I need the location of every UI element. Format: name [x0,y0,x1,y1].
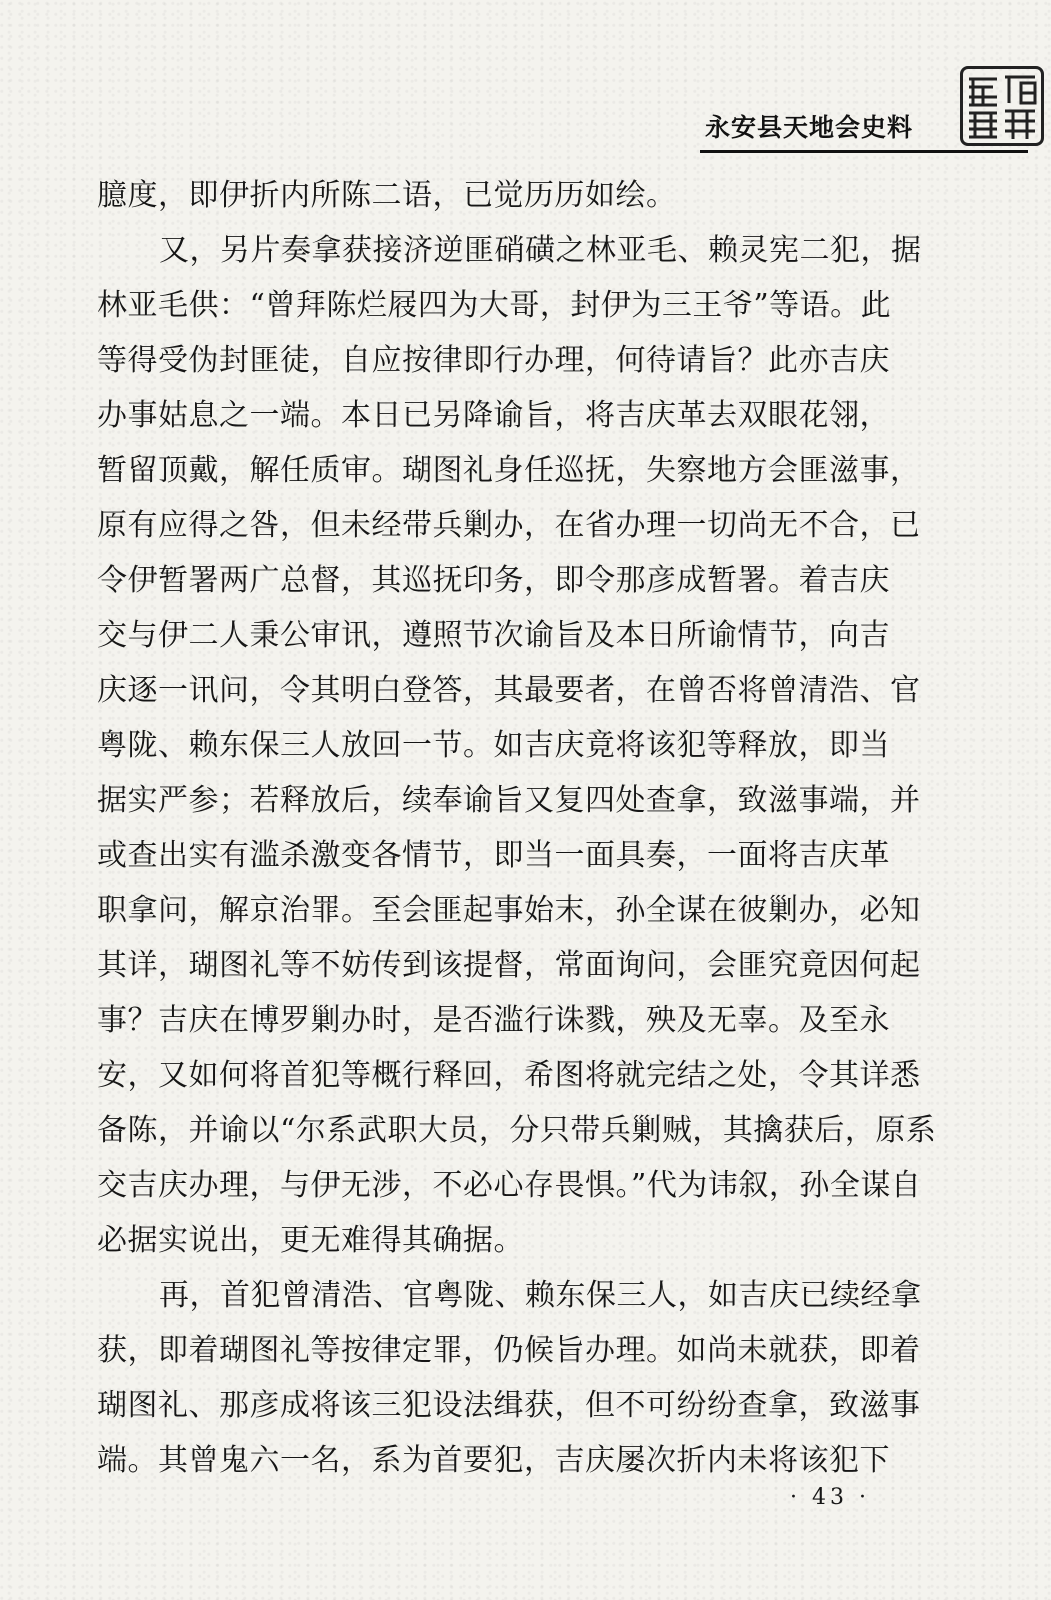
text-line: 办事姑息之一端。本日已另降谕旨，将吉庆革去双眼花翎， [97,398,890,433]
text-line: 安，又如何将首犯等概行释回，希图将就完结之处，令其详悉 [97,1058,921,1093]
text-line: 臆度，即伊折内所陈二语，已觉历历如绘。 [97,178,677,213]
header-rule [700,150,1028,153]
text-line: 事？吉庆在博罗剿办时，是否滥行诛戮，殃及无辜。及至永 [97,1003,890,1038]
text-line: 再，首犯曾清浩、官粤陇、赖东保三人，如吉庆已续经拿 [159,1278,922,1313]
text-line: 必据实说出，更无难得其确据。 [97,1223,524,1258]
seal-logo [960,66,1044,146]
text-line: 原有应得之咎，但未经带兵剿办，在省办理一切尚无不合，已 [97,508,921,543]
text-line: 瑚图礼、那彦成将该三犯设法缉获，但不可纷纷查拿，致滋事 [97,1388,921,1423]
text-line: 又，另片奏拿获接济逆匪硝磺之林亚毛、赖灵宪二犯，据 [159,233,922,268]
text-line: 等得受伪封匪徒，自应按律即行办理，何待请旨？此亦吉庆 [97,343,890,378]
text-line: 交与伊二人秉公审讯，遵照节次谕旨及本日所谕情节，向吉 [97,618,890,653]
text-line: 庆逐一讯问，令其明白登答，其最要者，在曾否将曾清浩、官 [97,673,921,708]
text-line: 端。其曾鬼六一名，系为首要犯，吉庆屡次折内未将该犯下 [97,1443,890,1478]
text-line: 或查出实有滥杀激变各情节，即当一面具奏，一面将吉庆革 [97,838,890,873]
text-line: 其详，瑚图礼等不妨传到该提督，常面询问，会匪究竟因何起 [97,948,921,983]
text-line: 林亚毛供：“曾拜陈烂屐四为大哥，封伊为三王爷”等语。此 [97,288,892,323]
text-line: 据实严参；若释放后，续奉谕旨又复四处查拿，致滋事端，并 [97,783,921,818]
text-line: 暂留顶戴，解任质审。瑚图礼身任巡抚，失察地方会匪滋事， [97,453,921,488]
text-line: 粤陇、赖东保三人放回一节。如吉庆竟将该犯等释放，即当 [97,728,890,763]
text-line: 令伊暂署两广总督，其巡抚印务，即令那彦成暂署。着吉庆 [97,563,890,598]
body-text [97,168,937,1488]
page-number: · 43 · [790,1485,870,1510]
text-line: 交吉庆办理，与伊无涉，不必心存畏惧。”代为讳叙，孙全谋自 [97,1168,922,1203]
text-line: 获，即着瑚图礼等按律定罪，仍候旨办理。如尚未就获，即着 [97,1333,921,1368]
text-line: 备陈，并谕以“尔系武职大员，分只带兵剿贼，其擒获后，原系 [97,1113,937,1148]
running-header-title: 永安县天地会史料 [705,113,914,142]
text-line: 职拿问，解京治罪。至会匪起事始末，孙全谋在彼剿办，必知 [97,893,921,928]
